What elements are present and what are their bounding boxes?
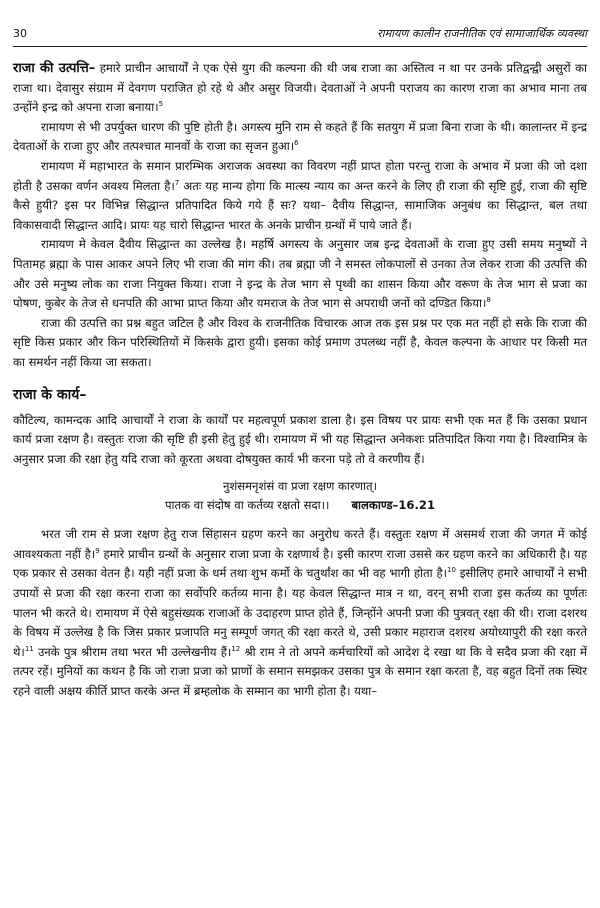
paragraph-protection-duty [13,525,587,701]
footnote-marker: 6 [294,139,299,148]
footnote-marker: 7 [174,178,180,187]
footnote-marker: 11 [24,644,34,653]
section-heading-duties-of-king: राजा के कार्य– [13,386,87,403]
verse-reference: बालकाण्ड–16.21 [351,498,436,513]
running-title: रामायण कालीन राजनीतिक एवं सामाजार्थिक व्यवस्था [377,27,587,40]
paragraph-anarchy [13,157,587,235]
verse-line-2 [13,496,587,515]
paragraph-text: उनके पुत्र श्रीराम तथा भरत भी उल्लेखनीय हैं। [33,644,232,659]
footnote-marker: 10 [447,566,456,575]
paragraph-text: इसीलिए हमारे आचार्यों ने सभी उपायों से प्रजा की रक्षा करना राजा का सर्वोपरि कर्तव्य माना है। यह केवल सिद्धान्त मात्र न था, वरन् सभी राजा इस कर्तव्य का पूर्णतः पालन भी करते थे। रामायण में ऐसे बहुसंख्यक राजाओं के उदाहरण प्राप्त होते हैं, जिन्होंने अपनी प्रजा की पुत्रवत् रक्षा की थी। राजा दशरथ के विषय में उल्लेख है कि जिस प्रकार प्रजापति मनु सम्पूर्ण जगत् की रक्षा करते थे, उसी प्रकार महाराज दशरथ अयोध्यापुरी की रक्षा करते थे। [13,566,587,659]
footnote-marker: 9 [95,547,100,556]
paragraph-text: हमारे प्राचीन ग्रन्थों के अनुसार राजा प्रजा के रक्षणार्थ है। इसी कारण राजा उससे कर ग्रहण करने का अधिकारी है। यह एक प्रकार से उसका वेतन है। यही नहीं प्रजा के धर्म तथा शुभ कर्मो के चतुर्थांश का भी वह भागी होता है। [13,546,587,581]
section-heading-origin-of-king: राजा की उत्पत्ति– [13,61,96,76]
paragraph-text: रामायण मे केवल दैवीय सिद्धान्त का उल्लेख है। महर्षि अगस्त्य के अनुसार जब इन्द्र देवताओं के राजा हुए उसी समय मनुष्यों ने पितामह ब्रह्मा के पास आकर अपने लिए भी राजा की मांग की। तब ब्रह्मा जी ने समस्त लोकपालों से उनका तेज लेकर राजा की उत्पत्ति की और उसे मनुष्य लोक का राजा नियुक्त किया। राजा ने इन्द्र के तेज भाग से पृथ्वी का शासन किया और वरूण के तेज भाग से प्रजा का पोषण, कुबेर के तेज से धनपति की आभा प्राप्त किया और यमराज के तेज भाग से अपराधी जनों को दण्डित किया। [13,237,587,311]
verse-line-2-text: पातक वा संदोष वा कर्तव्य रक्षतो सदा।। [164,498,330,513]
paragraph-origin-complexity [13,314,587,373]
paragraph-duties-intro [13,411,587,470]
sanskrit-verse [13,477,587,515]
footnote-marker: 8 [486,296,491,305]
paragraph-divine-theory [13,235,587,313]
paragraph-ramayana-confirmation [13,118,587,157]
paragraph-origin-intro [13,59,587,118]
paragraph-text: रामायण से भी उपर्युक्त धारण की पुष्टि होती है। अगस्त्य मुनि राम से कहते हैं कि सतयुग में प्रजा बिना राजा के थी। कालान्तर में इन्द्र देवताओं के राजा हुए और तत्पश्चात मानवों के राजा का सृजन हुआ। [13,119,587,154]
page-number: 30 [13,27,27,40]
paragraph-text: अतः यह मान्य होगा कि मात्स्य न्याय का अन्त करने के लिए ही राजा की सृष्टि हुई, राजा की सृष्टि कैसे हुयी? इस पर विभिन्न सिद्धान्त प्रतिपादित किये गये हैं सः? यथा– दैवीय सिद्धान्त, सामाजिक अनुबंध का सिद्धान्त, बल तथा विकासवादी सिद्धान्त आदि। प्रायः यह चारो सिद्धान्त भारत के अनके प्राचीन ग्रन्थों में पाये जाते हैं। [13,178,587,232]
page-body [13,59,587,702]
paragraph-text: कौटिल्य, कामन्दक आदि आचार्यों ने राजा के कार्यों पर महत्वपूर्ण प्रकाश डाला है। इस विषय पर प्रायः सभी एक मत हैं कि उसका प्रधान कार्य प्रजा रक्षण है। वस्तुतः राजा की सृष्टि ही इसी हेतु हुई थी। रामायण में भी यह सिद्धान्त अनेकशः प्रतिपादित किया गया है। विश्वामित्र के अनुसार प्रजा की रक्षा हेतु यदि राजा को कूरता अथवा दोषयुक्त कार्य भी करना पड़े तो वे करणीय हैं। [13,412,587,466]
paragraph-text: भरत जी राम से प्रजा रक्षण हेतु राज सिंहासन ग्रहण करने का अनुरोध करते हैं। वस्तुतः रक्षण में असमर्थ राजा की जगत में कोई आवश्यकता नहीं है। [13,527,587,561]
book-page [13,26,587,702]
verse-line-1: नुशंसमनृशंसं वा प्रजा रक्षण कारणात्। [222,479,378,494]
footnote-marker: 12 [231,644,241,653]
paragraph-text: रामायण में महाभारत के समान प्रारम्भिक अराजक अवस्था का विवरण नहीं प्राप्त होता परन्तु राजा के अभाव में प्रजा की जो दशा होती है उसका वर्णन अवश्य मिलता है। [13,158,587,193]
paragraph-text: राजा की उत्पत्ति का प्रश्न बहुत जटिल है और विश्व के राजनीतिक विचारक आज तक इस प्रश्न पर एक मत नहीं हो सके कि राजा की सृष्टि किस प्रकार और किन परिस्थितियों में किसके द्वारा हुयी। इसका कोई प्रमाण उपलब्ध नहीं है, केवल कल्पना के आधार पर किसी मत का समर्थन नहीं किया जा सकता। [13,315,587,369]
paragraph-text: हमारे प्राचीन आचार्यों ने एक ऐसे युग की कल्पना की थी जब राजा का अस्तित्व न था पर उनके प्रतिद्वन्द्वी असुरों का राजा था। देवासुर संग्राम में देवगण पराजित हो रहे थे और असुर विजयी। देवताओं ने अपनी पराजय का कारण राजा का अभाव माना तब उन्होंने इन्द्र को अपना राजा बनाया। [13,61,587,115]
footnote-marker: 5 [158,100,164,109]
paragraph-text: श्री राम ने तो अपने कर्मचारियों को आदेश दे रखा था कि वे सदैव प्रजा की रक्षा में तत्पर रहें। मुनियों का कथन है कि जो राजा प्रजा को प्राणों के समान समझकर उसका पुत्र के समान रक्षा करता है, वह बहुत दिनों तक स्थिर रहने वाली अक्षय कीर्ति प्राप्त करके अन्त में ब्रम्हलोक के सम्मान का भागी होता है। यथा– [13,644,587,699]
page-header [13,26,587,47]
